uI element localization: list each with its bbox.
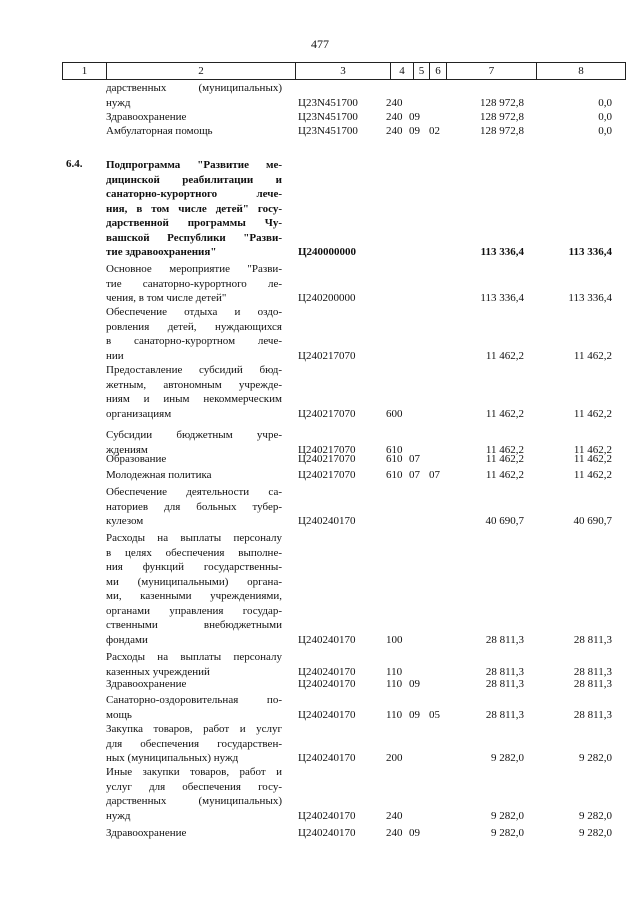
row-name-line: Обеспечение отдыха и оздо- bbox=[106, 306, 282, 318]
csr-code: Ц240240170 bbox=[298, 665, 356, 678]
vr-code: 240 bbox=[386, 96, 403, 109]
vr-code: 600 bbox=[386, 407, 403, 420]
row-name-line: нужд bbox=[106, 96, 131, 109]
vr-code: 610 bbox=[386, 443, 403, 456]
amount-col7: 9 282,0 bbox=[491, 752, 524, 764]
row-name-line: казенных учреждений bbox=[106, 665, 210, 678]
amount-col8: 28 811,3 bbox=[573, 678, 612, 690]
amount-col7: 113 336,4 bbox=[480, 292, 524, 304]
row-name-line: ми, казенными учреждениями, bbox=[106, 590, 282, 602]
amount-col7: 9 282,0 bbox=[491, 809, 524, 822]
csr-code: Ц240240170 bbox=[298, 752, 356, 764]
csr-code: Ц240240170 bbox=[298, 708, 356, 721]
row-name-line: органами управления государ- bbox=[106, 604, 282, 617]
row-name-line: ровления детей, нуждающихся bbox=[106, 320, 282, 333]
row-name-line: дарственных (муниципальных) bbox=[106, 82, 282, 94]
row-name bbox=[106, 305, 282, 363]
amount-col8: 9 282,0 bbox=[579, 752, 612, 764]
row-name-line: дицинской реабилитации и bbox=[106, 173, 282, 186]
table-row bbox=[0, 363, 640, 421]
csr-code: Ц240240170 bbox=[298, 515, 356, 527]
row-name-line: в целях обеспечения выполне- bbox=[106, 546, 282, 559]
amount-col7: 128 972,8 bbox=[480, 96, 524, 109]
table-row bbox=[0, 468, 640, 483]
column-header-7: 7 bbox=[447, 63, 537, 80]
vr-code: 240 bbox=[386, 111, 403, 123]
amount-col7: 9 282,0 bbox=[491, 827, 524, 839]
amount-col7: 28 811,3 bbox=[485, 665, 524, 678]
rz-code: 09 bbox=[409, 708, 420, 721]
amount-col8: 11 462,2 bbox=[573, 469, 612, 481]
row-name-line: фондами bbox=[106, 633, 148, 646]
row-name bbox=[106, 485, 282, 529]
vr-code: 240 bbox=[386, 809, 403, 822]
row-name-line: Субсидии бюджетным учре- bbox=[106, 429, 282, 441]
table-row bbox=[0, 110, 640, 125]
table-row bbox=[0, 305, 640, 363]
row-name-line: мощь bbox=[106, 708, 132, 721]
row-name-line: для обеспечения государствен- bbox=[106, 737, 282, 750]
row-name-line: ных (муниципальных) нужд bbox=[106, 752, 239, 764]
table-row bbox=[0, 124, 640, 139]
row-name-line: ния, в том числе детей" госу- bbox=[106, 202, 282, 215]
row-name bbox=[106, 81, 282, 110]
row-name bbox=[106, 452, 282, 467]
amount-col8: 11 462,2 bbox=[573, 349, 612, 362]
pr-code: 07 bbox=[429, 469, 440, 481]
pr-code: 02 bbox=[429, 125, 440, 137]
csr-code: Ц240217070 bbox=[298, 349, 356, 362]
csr-code: Ц240240170 bbox=[298, 678, 356, 690]
row-name-line: Расходы на выплаты персоналу bbox=[106, 651, 282, 663]
row-name-line: ниям и иным некоммерческим bbox=[106, 393, 282, 405]
table-row bbox=[0, 765, 640, 823]
csr-code: Ц240000000 bbox=[298, 246, 357, 258]
row-name-line: ственными внебюджетными bbox=[106, 619, 282, 631]
amount-col8: 0,0 bbox=[598, 96, 612, 109]
row-name-line: тие санаторно-курортного ле- bbox=[106, 277, 282, 290]
amount-col7: 11 462,2 bbox=[485, 349, 524, 362]
csr-code: Ц240240170 bbox=[298, 633, 356, 646]
row-name-line: Здравоохранение bbox=[106, 678, 187, 690]
row-name-line: дарственных (муниципальных) bbox=[106, 795, 282, 807]
row-name-line: нужд bbox=[106, 809, 131, 822]
amount-col8: 11 462,2 bbox=[573, 453, 612, 465]
amount-col8: 11 462,2 bbox=[573, 407, 612, 420]
table-row bbox=[0, 452, 640, 467]
table-row bbox=[0, 81, 640, 110]
row-name-line: Молодежная политика bbox=[106, 469, 212, 481]
rz-code: 07 bbox=[409, 469, 420, 481]
table-row bbox=[0, 693, 640, 722]
vr-code: 610 bbox=[386, 469, 403, 481]
row-name-line: Подпрограмма "Развитие ме- bbox=[106, 159, 282, 171]
amount-col8: 113 336,4 bbox=[568, 246, 612, 258]
row-name-line: санаторно-курортного лече- bbox=[106, 188, 282, 200]
row-name-line: тие здравоохранения" bbox=[106, 246, 217, 258]
amount-col8: 9 282,0 bbox=[579, 809, 612, 822]
pr-code: 05 bbox=[429, 708, 440, 721]
vr-code: 110 bbox=[386, 708, 403, 721]
row-name bbox=[106, 468, 282, 483]
amount-col7: 28 811,3 bbox=[485, 708, 524, 721]
vr-code: 110 bbox=[386, 678, 403, 690]
row-name bbox=[106, 650, 282, 679]
row-name-line: ния функций государственны- bbox=[106, 561, 282, 573]
row-name-line: Образование bbox=[106, 453, 167, 465]
csr-code: Ц240217070 bbox=[298, 407, 356, 420]
amount-col7: 40 690,7 bbox=[485, 515, 524, 527]
vr-code: 240 bbox=[386, 125, 403, 137]
row-name bbox=[106, 110, 282, 125]
row-name-line: услуг для обеспечения госу- bbox=[106, 780, 282, 793]
csr-code: Ц240217070 bbox=[298, 443, 356, 456]
rz-code: 09 bbox=[409, 125, 420, 137]
table-row bbox=[0, 826, 640, 841]
page-number: 477 bbox=[311, 37, 329, 51]
row-name-line: Предоставление субсидий бюд- bbox=[106, 364, 282, 376]
amount-col8: 28 811,3 bbox=[573, 633, 612, 646]
row-name-line: наториев для больных тубер- bbox=[106, 500, 282, 513]
row-name-line: Закупка товаров, работ и услуг bbox=[106, 723, 282, 735]
column-header-2: 2 bbox=[107, 63, 296, 80]
column-header-5: 5 bbox=[414, 63, 430, 80]
csr-code: Ц240240170 bbox=[298, 827, 356, 839]
row-number: 6.4. bbox=[66, 158, 83, 170]
row-name-line: Иные закупки товаров, работ и bbox=[106, 766, 282, 778]
row-name-line: Здравоохранение bbox=[106, 111, 187, 123]
row-name bbox=[106, 693, 282, 722]
amount-col7: 128 972,8 bbox=[480, 111, 524, 123]
amount-col8: 113 336,4 bbox=[568, 292, 612, 304]
row-name-line: кулезом bbox=[106, 515, 144, 527]
column-header-4: 4 bbox=[391, 63, 414, 80]
row-name-line: в санаторно-курортном лече- bbox=[106, 335, 282, 347]
row-name bbox=[106, 262, 282, 306]
vr-code: 610 bbox=[386, 453, 403, 465]
amount-col8: 11 462,2 bbox=[573, 443, 612, 456]
row-name bbox=[106, 124, 282, 139]
column-header-6: 6 bbox=[430, 63, 447, 80]
row-name bbox=[106, 158, 282, 260]
amount-col8: 28 811,3 bbox=[573, 708, 612, 721]
vr-code: 110 bbox=[386, 665, 403, 678]
column-header-8: 8 bbox=[537, 63, 626, 80]
table-row bbox=[0, 677, 640, 692]
csr-code: Ц23N451700 bbox=[298, 96, 358, 109]
row-name bbox=[106, 531, 282, 647]
row-name-line: ми (муниципальными) органа- bbox=[106, 575, 282, 588]
row-name-line: ждениям bbox=[106, 443, 148, 456]
rz-code: 09 bbox=[409, 827, 420, 839]
vr-code: 200 bbox=[386, 752, 403, 764]
amount-col7: 11 462,2 bbox=[485, 407, 524, 420]
amount-col7: 11 462,2 bbox=[485, 469, 524, 481]
csr-code: Ц240217070 bbox=[298, 469, 356, 481]
row-name bbox=[106, 677, 282, 692]
row-name bbox=[106, 826, 282, 841]
row-name-line: Санаторно-оздоровительная по- bbox=[106, 694, 282, 706]
table-row bbox=[0, 485, 640, 529]
amount-col7: 113 336,4 bbox=[480, 246, 524, 258]
amount-col8: 9 282,0 bbox=[579, 827, 612, 839]
row-name-line: Амбулаторная помощь bbox=[106, 125, 213, 137]
row-name-line: Здравоохранение bbox=[106, 827, 187, 839]
vr-code: 240 bbox=[386, 827, 403, 839]
amount-col7: 28 811,3 bbox=[485, 633, 524, 646]
table-row bbox=[0, 158, 640, 260]
csr-code: Ц23N451700 bbox=[298, 125, 358, 137]
vr-code: 100 bbox=[386, 633, 403, 646]
row-name-line: Расходы на выплаты персоналу bbox=[106, 532, 282, 544]
csr-code: Ц23N451700 bbox=[298, 111, 358, 123]
rz-code: 09 bbox=[409, 111, 420, 123]
table-row bbox=[0, 262, 640, 306]
amount-col7: 11 462,2 bbox=[485, 443, 524, 456]
row-name bbox=[106, 363, 282, 421]
column-header-3: 3 bbox=[296, 63, 391, 80]
amount-col7: 128 972,8 bbox=[480, 125, 524, 137]
csr-code: Ц240217070 bbox=[298, 453, 356, 465]
row-name-line: жетным, автономным учрежде- bbox=[106, 378, 282, 391]
row-name-line: вашской Республики "Разви- bbox=[106, 231, 282, 244]
row-name-line: чения, в том числе детей" bbox=[106, 292, 227, 304]
csr-code: Ц240240170 bbox=[298, 809, 356, 822]
amount-col7: 28 811,3 bbox=[485, 678, 524, 690]
amount-col8: 0,0 bbox=[598, 111, 612, 123]
table-row bbox=[0, 531, 640, 647]
amount-col8: 40 690,7 bbox=[573, 515, 612, 527]
rz-code: 09 bbox=[409, 678, 420, 690]
table-row bbox=[0, 650, 640, 679]
row-name-line: Обеспечение деятельности са- bbox=[106, 486, 282, 498]
row-name-line: Основное мероприятие "Разви- bbox=[106, 263, 282, 275]
amount-col7: 11 462,2 bbox=[485, 453, 524, 465]
row-name bbox=[106, 722, 282, 766]
row-name-line: дарственной программы Чу- bbox=[106, 217, 282, 229]
row-name-line: нии bbox=[106, 349, 124, 362]
row-name-line: организациям bbox=[106, 407, 172, 420]
amount-col8: 28 811,3 bbox=[573, 665, 612, 678]
table-row bbox=[0, 722, 640, 766]
rz-code: 07 bbox=[409, 453, 420, 465]
row-name bbox=[106, 765, 282, 823]
column-header-1: 1 bbox=[63, 63, 107, 80]
csr-code: Ц240200000 bbox=[298, 292, 356, 304]
amount-col8: 0,0 bbox=[598, 125, 612, 137]
